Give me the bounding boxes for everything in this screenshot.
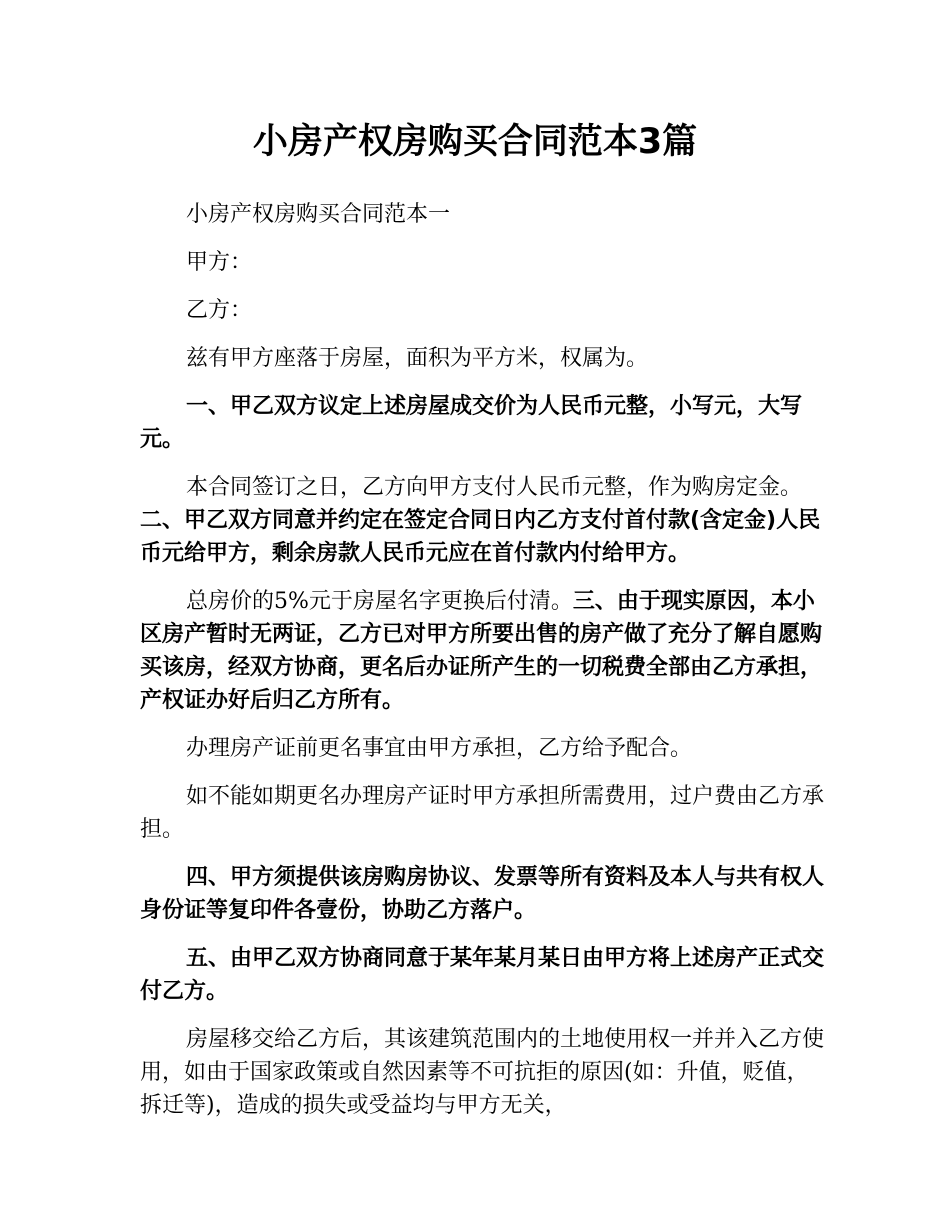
paragraph <box>140 342 830 375</box>
paragraph <box>140 942 830 1008</box>
paragraph-text: 本合同签订之日，乙方向甲方支付人民币元整，作为购房定金。 <box>186 475 803 500</box>
paragraph <box>140 246 830 279</box>
clause-heading-text: 二、甲乙双方同意并约定在签定合同日内乙方支付首付款(含定金)人民币元给甲方，剩余房款人民币元应在首付款内付给甲方。 <box>140 508 821 566</box>
paragraph <box>140 780 830 846</box>
document-body <box>140 198 830 1137</box>
paragraph-text: 兹有甲方座落于房屋，面积为平方米，权属为。 <box>186 346 649 371</box>
paragraph <box>140 294 830 327</box>
clause-heading-text: 四、甲方须提供该房购房协议、发票等所有资料及本人与共有权人身份证等复印件各壹份，协助乙方落户。 <box>140 865 825 923</box>
paragraph <box>140 585 830 717</box>
clause-heading-text: 五、由甲乙双方协商同意于某年某月某日由甲方将上述房产正式交付乙方。 <box>140 946 825 1004</box>
paragraph-text: 小房产权房购买合同范本一 <box>186 202 451 227</box>
paragraph <box>140 1023 830 1122</box>
paragraph <box>140 861 830 927</box>
paragraph-text: 乙方： <box>186 298 253 323</box>
paragraph-text: 房屋移交给乙方后，其该建筑范围内的土地使用权一并并入乙方使用，如由于国家政策或自然因素等不可抗拒的原因(如：升值，贬值，拆迁等)，造成的损失或受益均与甲方无关， <box>140 1027 825 1118</box>
clause-heading-text: 三、由于现实原因，本小区房产暂时无两证，乙方已对甲方所要出售的房产做了充分了解自愿购买该房，经双方协商，更名后办证所产生的一切税费全部由乙方承担，产权证办好后归乙方所有。 <box>140 589 823 713</box>
paragraph <box>140 732 830 765</box>
clause-heading-text: 一、甲乙双方议定上述房屋成交价为人民币元整，小写元，大写元。 <box>140 394 803 452</box>
paragraph <box>140 471 830 570</box>
document-title: 小房产权房购买合同范本3篇 <box>252 122 698 162</box>
paragraph <box>140 198 830 231</box>
paragraph-text: 甲方： <box>186 250 253 275</box>
paragraph-text: 办理房产证前更名事宜由甲方承担，乙方给予配合。 <box>186 736 693 761</box>
paragraph-text: 如不能如期更名办理房产证时甲方承担所需费用，过户费由乙方承担。 <box>140 784 825 842</box>
paragraph <box>140 390 830 456</box>
paragraph-text: 总房价的5%元于房屋名字更换后付清。 <box>186 589 573 614</box>
